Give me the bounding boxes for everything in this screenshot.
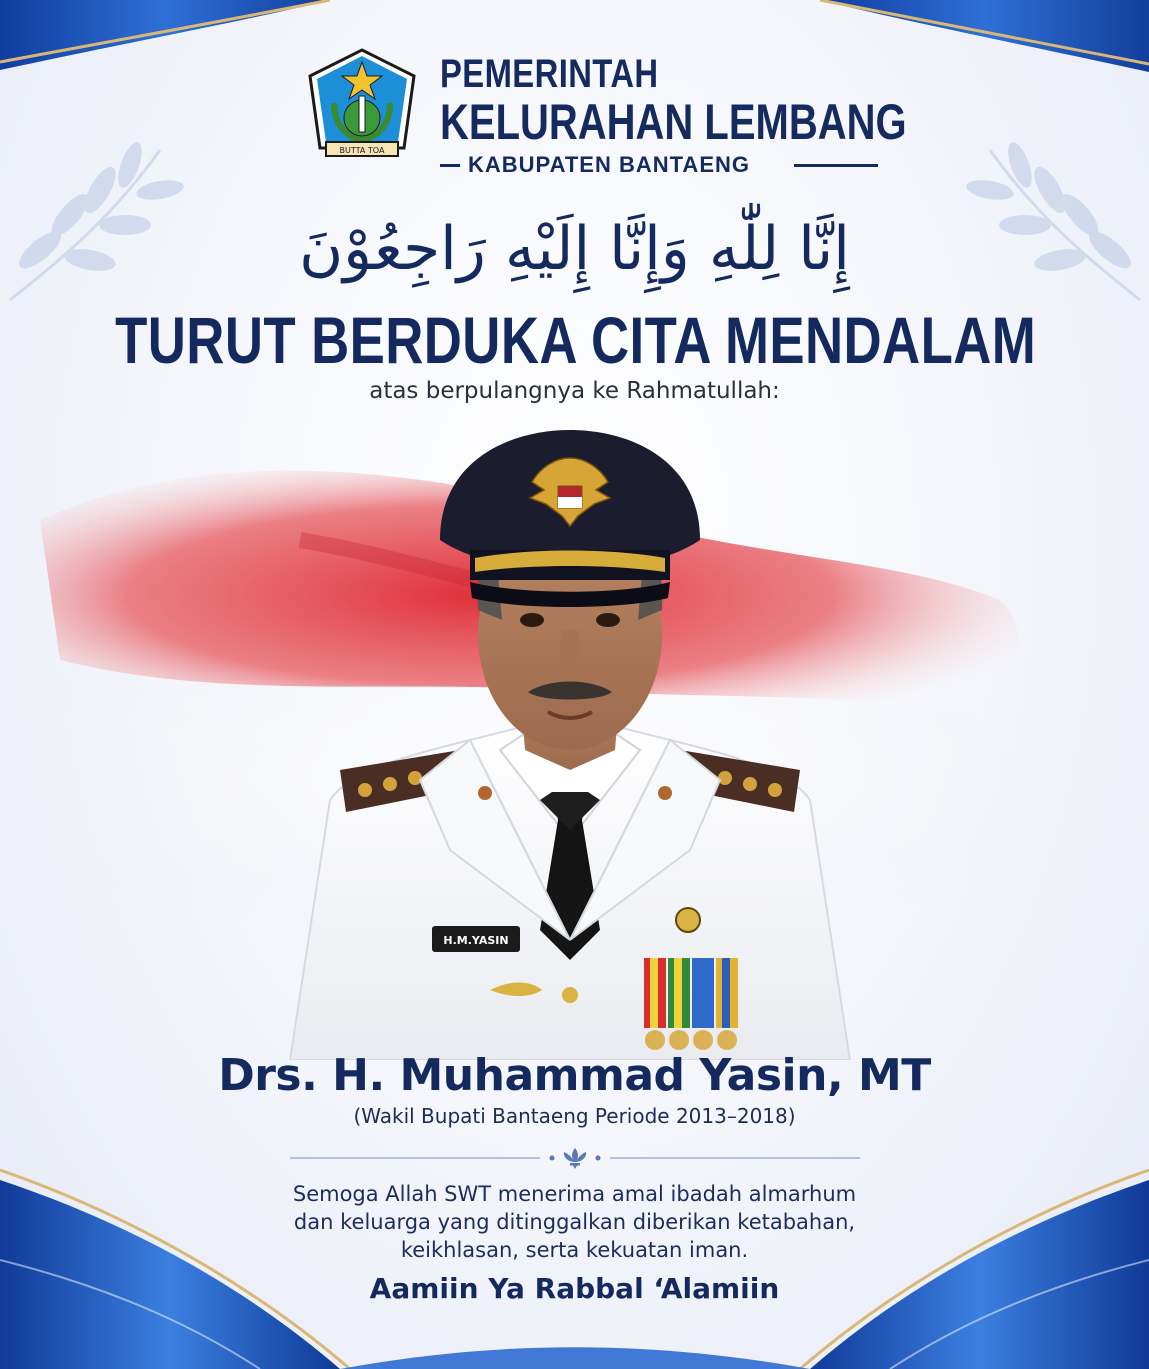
fleur-de-lis-icon xyxy=(564,1148,586,1169)
header-dash-left xyxy=(440,164,460,167)
prayer-line-2: dan keluarga yang ditinggalkan diberikan ketabahan, xyxy=(293,1210,856,1234)
name-tag: H.M.YASIN xyxy=(443,934,509,947)
deceased-role: (Wakil Bupati Bantaeng Periode 2013–2018) xyxy=(353,1104,796,1128)
deceased-name: Drs. H. Muhammad Yasin, MT xyxy=(218,1050,931,1101)
subheadline: atas berpulangnya ke Rahmatullah: xyxy=(369,378,780,404)
arabic-istirja: إِنَّا لِلّٰهِ وَإِنَّا إِلَيْهِ رَاجِعُوْنَ xyxy=(299,214,850,284)
header-line-3-wrap xyxy=(440,152,885,178)
header-dash-right xyxy=(794,164,878,167)
header-line-3: KABUPATEN BANTAENG xyxy=(468,152,750,177)
ornamental-divider xyxy=(290,1146,860,1170)
prayer-text xyxy=(0,1180,1149,1264)
header-text xyxy=(440,52,907,178)
prayer-line-1: Semoga Allah SWT menerima amal ibadah almarhum xyxy=(292,1182,857,1206)
header-line-1: PEMERINTAH xyxy=(440,52,659,96)
closing-prayer: Aamiin Ya Rabbal ‘Alamiin xyxy=(369,1272,780,1305)
bantaeng-regency-emblem-icon xyxy=(306,48,418,164)
header-line-2: KELURAHAN LEMBANG xyxy=(440,94,907,150)
headline xyxy=(0,302,1149,378)
prayer-line-3: keikhlasan, serta kekuatan iman. xyxy=(400,1238,749,1262)
portrait xyxy=(270,420,870,1060)
header xyxy=(306,48,907,177)
emblem-ribbon-text: BUTTA TOA xyxy=(339,146,385,155)
headline-text: TURUT BERDUKA CITA MENDALAM xyxy=(115,303,1037,377)
